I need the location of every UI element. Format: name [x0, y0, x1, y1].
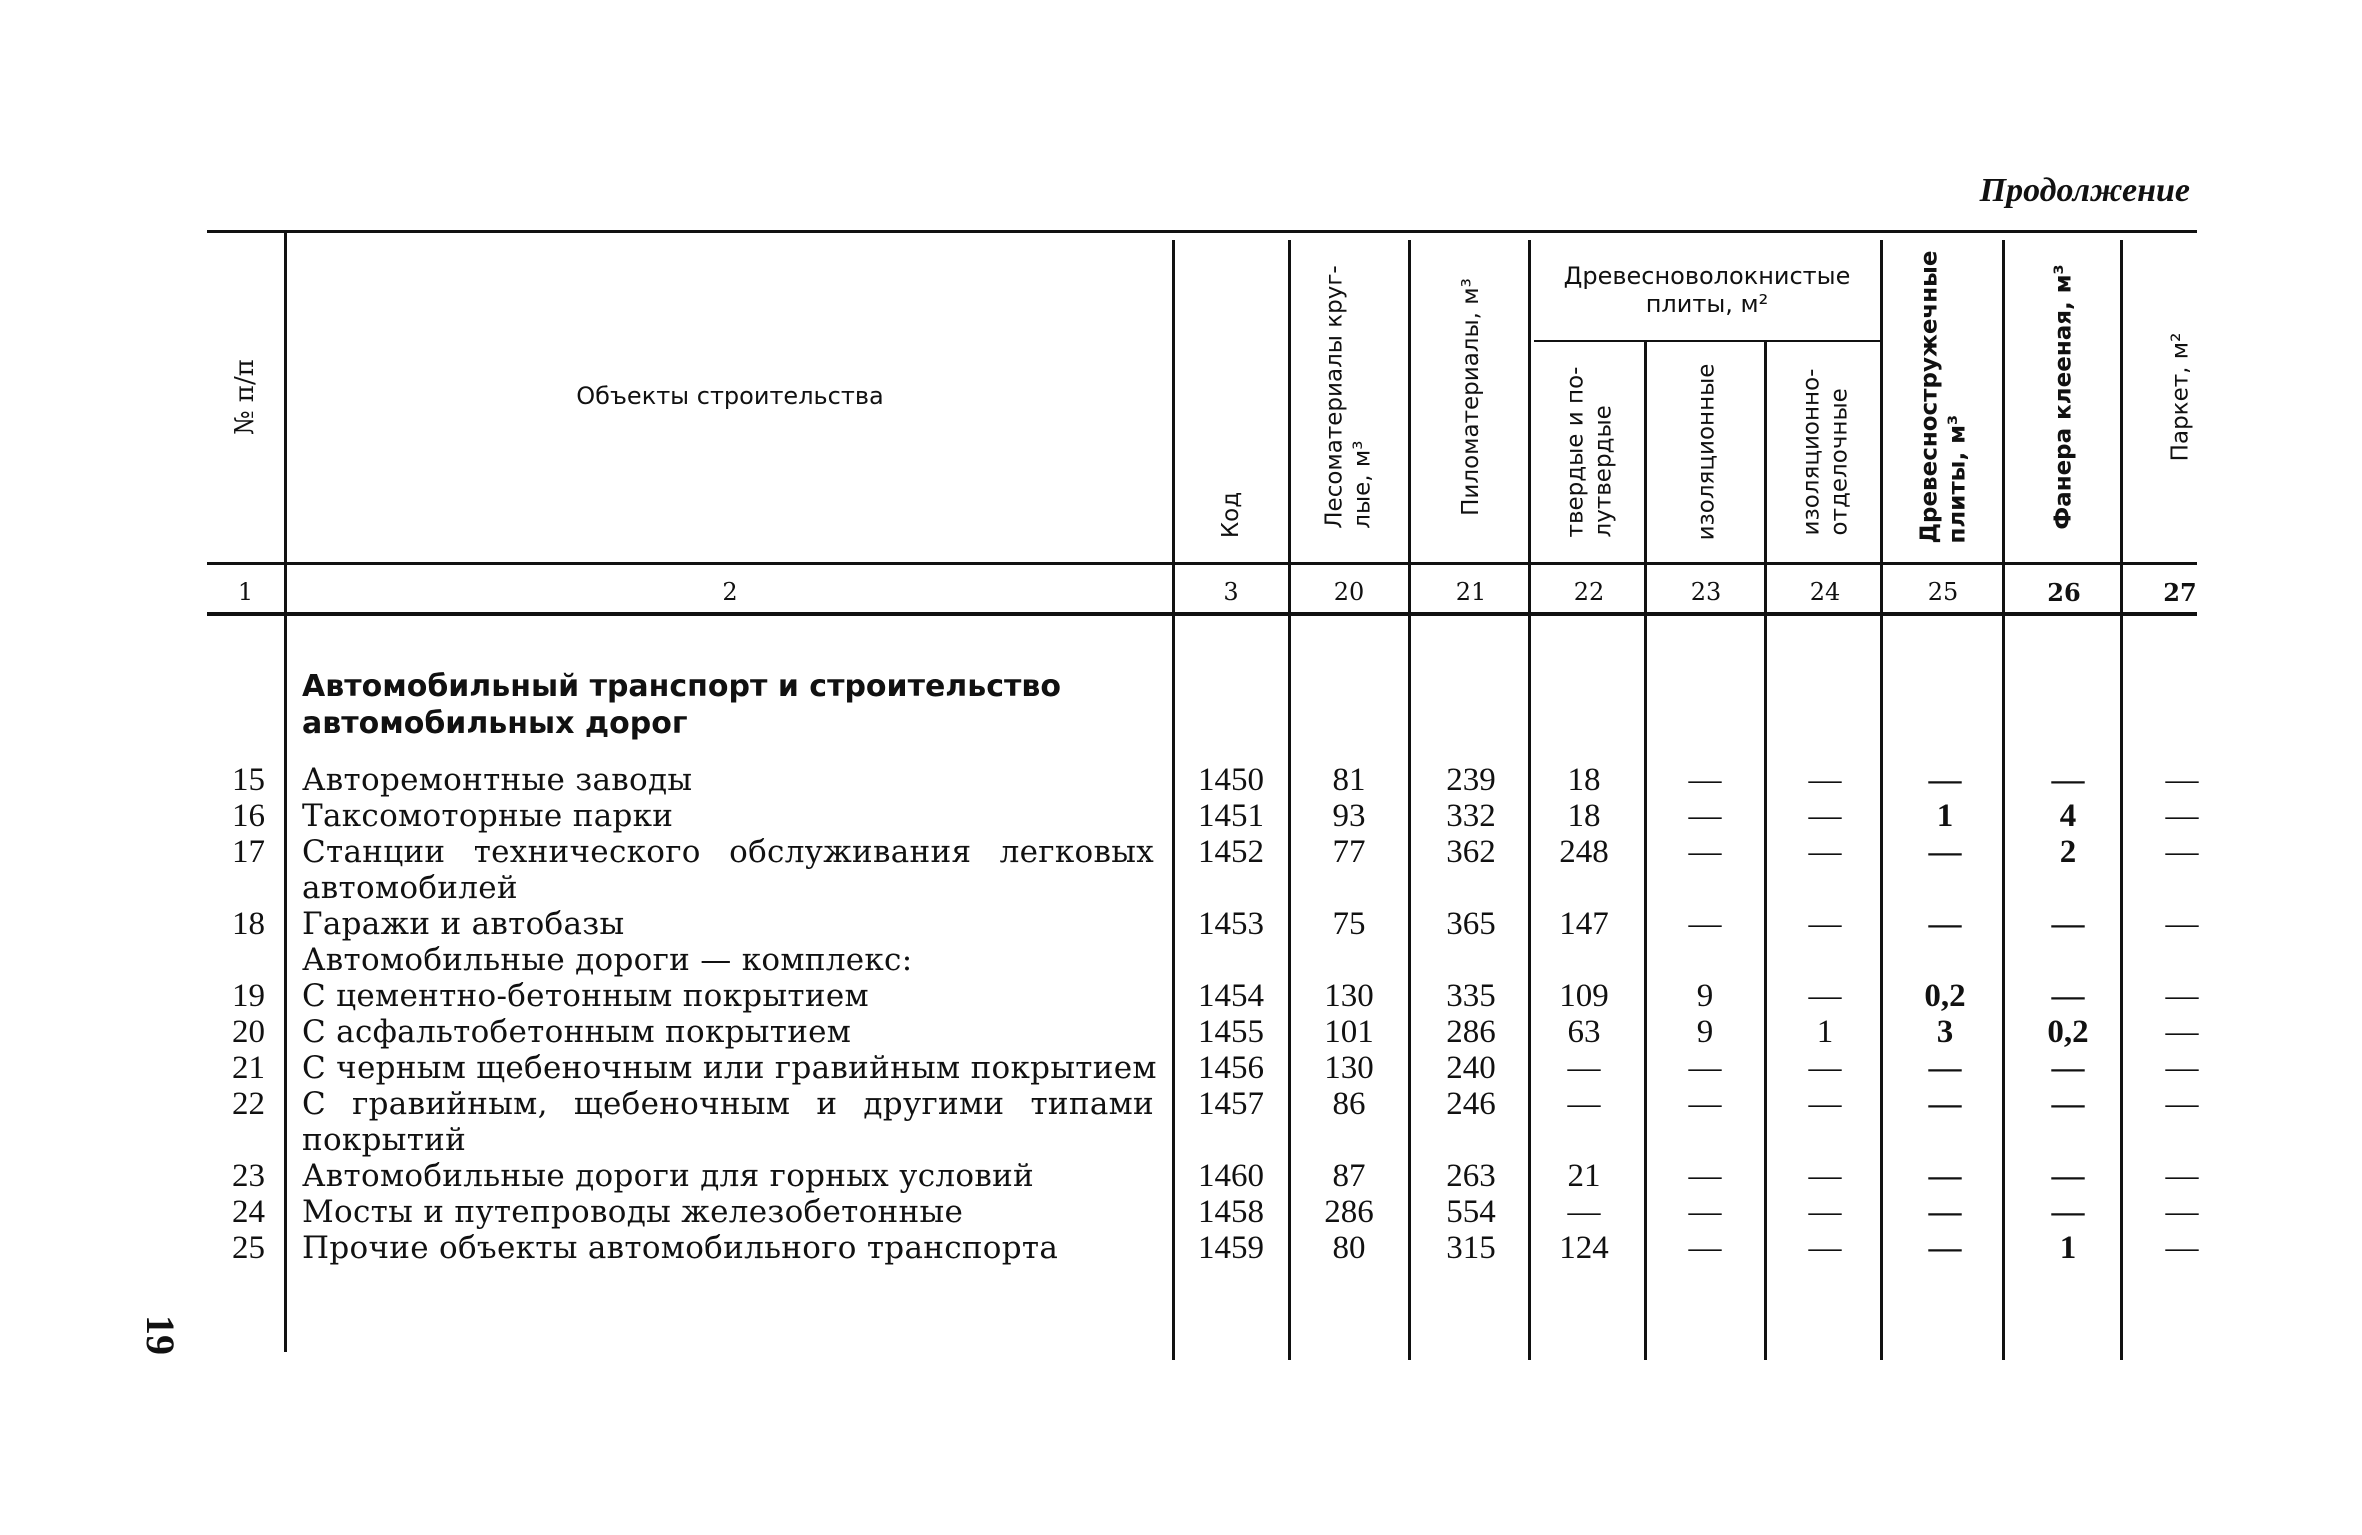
header-col20-line2: лые, м³	[1350, 440, 1376, 529]
row-c25: 0,2	[1924, 978, 1966, 1014]
section-title	[302, 668, 1162, 742]
table-row	[0, 1194, 2362, 1230]
row-c27: —	[2165, 1086, 2199, 1122]
row-c26: —	[2051, 762, 2085, 798]
row-code: 1452	[1198, 834, 1264, 870]
table-row	[0, 1050, 2362, 1086]
section-title-line2: автомобильных дорог	[302, 706, 688, 741]
column-numbers-rule	[207, 612, 2197, 616]
row-c25: —	[1928, 1158, 1962, 1194]
row-c21: 362	[1446, 834, 1496, 870]
row-name: Таксомоторные парки	[302, 798, 674, 834]
row-c22: 147	[1559, 906, 1609, 942]
row-c27: —	[2165, 1050, 2199, 1086]
header-code: Код	[1218, 491, 1244, 539]
colnum-22: 22	[1573, 578, 1605, 606]
row-c23: —	[1688, 798, 1722, 834]
row-c22: 124	[1559, 1230, 1609, 1266]
header-col20	[1292, 234, 1406, 560]
row-c21: 240	[1446, 1050, 1496, 1086]
section-title-line1: Автомобильный транспорт и строительство	[302, 669, 1062, 704]
row-num: 25	[232, 1230, 265, 1266]
row-code: 1459	[1198, 1230, 1264, 1266]
row-c26: 0,2	[2047, 1014, 2089, 1050]
row-c21: 263	[1446, 1158, 1496, 1194]
row-c22: —	[1567, 1050, 1601, 1086]
row-c22: 21	[1567, 1158, 1601, 1194]
row-num: 23	[232, 1158, 265, 1194]
table-row	[0, 834, 2362, 906]
row-c20: 93	[1332, 798, 1366, 834]
row-num: 20	[232, 1014, 265, 1050]
row-c25: —	[1928, 762, 1962, 798]
header-fiberboard-group	[1534, 262, 1880, 318]
header-col22	[1534, 344, 1644, 560]
colnum-1: 1	[237, 578, 254, 606]
table-row	[0, 942, 2362, 978]
row-c21: 332	[1446, 798, 1496, 834]
table-row	[0, 762, 2362, 798]
row-c24: —	[1808, 906, 1842, 942]
table-row	[0, 978, 2362, 1014]
table-row	[0, 1014, 2362, 1050]
row-code: 1453	[1198, 906, 1264, 942]
colnum-23: 23	[1690, 578, 1722, 606]
table-row	[0, 1086, 2362, 1158]
row-c20: 130	[1324, 978, 1374, 1014]
colnum-26: 26	[2047, 578, 2081, 607]
row-code: 1455	[1198, 1014, 1264, 1050]
row-c24: —	[1808, 834, 1842, 870]
row-num: 24	[232, 1194, 265, 1230]
colnum-2: 2	[722, 578, 738, 606]
row-name: Станции технического обслуживания легковых автомобилей	[302, 834, 1154, 906]
page-number: 19	[138, 1315, 183, 1355]
row-c27: —	[2165, 1230, 2199, 1266]
row-c21: 554	[1446, 1194, 1496, 1230]
row-c23: —	[1688, 762, 1722, 798]
row-c23: —	[1688, 834, 1722, 870]
row-c25: —	[1928, 906, 1962, 942]
header-col25	[1884, 234, 2002, 560]
row-c27: —	[2165, 1158, 2199, 1194]
row-c21: 286	[1446, 1014, 1496, 1050]
colnum-25: 25	[1927, 578, 1959, 606]
table-row	[0, 798, 2362, 834]
row-name: С черным щебеночным или гравийным покрытием	[302, 1050, 1157, 1086]
header-col25-line1: Древесностружечные	[1916, 250, 1943, 544]
fiberboard-group-rule	[1534, 340, 1880, 342]
row-code: 1451	[1198, 798, 1264, 834]
row-c20: 87	[1332, 1158, 1366, 1194]
row-c21: 315	[1446, 1230, 1496, 1266]
header-col22-line2: лутвердые	[1590, 405, 1616, 538]
header-objects: Объекты строительства	[576, 382, 884, 410]
row-c26: 2	[2059, 834, 2077, 870]
row-num: 21	[232, 1050, 265, 1086]
row-c27: —	[2165, 1014, 2199, 1050]
row-c27: —	[2165, 1194, 2199, 1230]
header-fiberboard-line2: плиты, м²	[1645, 290, 1769, 318]
header-col24-line2: отделочные	[1826, 388, 1853, 536]
row-name: Авторемонтные заводы	[302, 762, 693, 798]
row-name: С гравийным, щебеночным и другими типами покрытий	[302, 1086, 1154, 1158]
row-code: 1454	[1198, 978, 1264, 1014]
table-row	[0, 906, 2362, 942]
row-c24: —	[1808, 1050, 1842, 1086]
header-col20-line1: Лесоматериалы круг-	[1322, 265, 1348, 529]
row-c22: 18	[1567, 762, 1601, 798]
row-c25: 1	[1936, 798, 1954, 834]
table-row	[0, 1230, 2362, 1266]
row-c20: 86	[1332, 1086, 1366, 1122]
row-c27: —	[2165, 906, 2199, 942]
row-c23: 9	[1696, 1014, 1714, 1050]
row-c23: —	[1688, 1194, 1722, 1230]
row-c26: —	[2051, 906, 2085, 942]
row-c21: 239	[1446, 762, 1496, 798]
row-num: 16	[232, 798, 265, 834]
row-c24: —	[1808, 798, 1842, 834]
row-c24: —	[1808, 1086, 1842, 1122]
header-bottom-rule	[207, 562, 2197, 565]
header-col23: изоляционные	[1693, 363, 1720, 541]
row-c24: —	[1808, 1194, 1842, 1230]
row-c27: —	[2165, 762, 2199, 798]
table-top-rule	[207, 230, 2197, 233]
colnum-27: 27	[2163, 578, 2197, 607]
row-code: 1450	[1198, 762, 1264, 798]
row-c26: —	[2051, 1194, 2085, 1230]
row-num: 15	[232, 762, 265, 798]
row-c21: 246	[1446, 1086, 1496, 1122]
row-c22: 63	[1567, 1014, 1601, 1050]
colnum-20: 20	[1333, 578, 1365, 606]
header-col27: Паркет, м²	[2167, 332, 2193, 462]
row-c22: —	[1567, 1086, 1601, 1122]
row-c22: 109	[1559, 978, 1609, 1014]
row-name: С цементно-бетонным покрытием	[302, 978, 869, 1014]
row-name: Автомобильные дороги — комплекс:	[302, 942, 913, 978]
row-c23: —	[1688, 1158, 1722, 1194]
row-code: 1456	[1198, 1050, 1264, 1086]
header-col21: Пиломатериалы, м³	[1458, 278, 1484, 516]
row-c20: 80	[1332, 1230, 1366, 1266]
row-name: Мосты и путепроводы железобетонные	[302, 1194, 964, 1230]
row-c21: 335	[1446, 978, 1496, 1014]
row-c25: —	[1928, 834, 1962, 870]
row-c23: 9	[1696, 978, 1714, 1014]
row-code: 1460	[1198, 1158, 1264, 1194]
row-name: Прочие объекты автомобильного транспорта	[302, 1230, 1059, 1266]
row-num: 22	[232, 1086, 265, 1122]
row-num: 18	[232, 906, 265, 942]
row-code: 1458	[1198, 1194, 1264, 1230]
row-c25: —	[1928, 1230, 1962, 1266]
row-c20: 81	[1332, 762, 1366, 798]
row-c26: —	[2051, 1086, 2085, 1122]
row-c24: 1	[1816, 1014, 1834, 1050]
row-c26: 4	[2059, 798, 2077, 834]
colnum-24: 24	[1809, 578, 1841, 606]
header-col22-line1: твердые и по-	[1562, 366, 1588, 538]
row-c20: 101	[1324, 1014, 1374, 1050]
row-c25: —	[1928, 1086, 1962, 1122]
row-c20: 75	[1332, 906, 1366, 942]
row-num: 19	[232, 978, 265, 1014]
row-c20: 286	[1324, 1194, 1374, 1230]
row-c26: —	[2051, 978, 2085, 1014]
row-c27: —	[2165, 978, 2199, 1014]
row-c26: —	[2051, 1158, 2085, 1194]
row-code: 1457	[1198, 1086, 1264, 1122]
continuation-label: Продолжение	[1979, 172, 2190, 209]
row-c24: —	[1808, 762, 1842, 798]
header-fiberboard-line1: Древесноволокнистые	[1563, 262, 1851, 290]
row-c23: —	[1688, 1086, 1722, 1122]
header-col26: Фанера клееная, м³	[2051, 264, 2078, 530]
row-name: Автомобильные дороги для горных условий	[302, 1158, 1035, 1194]
row-c26: —	[2051, 1050, 2085, 1086]
row-c22: 18	[1567, 798, 1601, 834]
row-c20: 77	[1332, 834, 1366, 870]
row-name: Гаражи и автобазы	[302, 906, 625, 942]
row-c24: —	[1808, 978, 1842, 1014]
colnum-3: 3	[1223, 578, 1239, 606]
row-c21: 365	[1446, 906, 1496, 942]
row-c25: —	[1928, 1194, 1962, 1230]
row-c27: —	[2165, 798, 2199, 834]
row-c22: 248	[1559, 834, 1609, 870]
header-col24-line1: изоляционно-	[1798, 368, 1825, 536]
row-c23: —	[1688, 906, 1722, 942]
colnum-21: 21	[1455, 578, 1487, 606]
row-c25: —	[1928, 1050, 1962, 1086]
header-col25-line2: плиты, м³	[1944, 414, 1971, 544]
row-c20: 130	[1324, 1050, 1374, 1086]
row-c22: —	[1567, 1194, 1601, 1230]
header-num: № п/п	[230, 358, 261, 436]
row-name: С асфальтобетонным покрытием	[302, 1014, 852, 1050]
row-c24: —	[1808, 1230, 1842, 1266]
row-num: 17	[232, 834, 265, 870]
row-c24: —	[1808, 1158, 1842, 1194]
row-c23: —	[1688, 1050, 1722, 1086]
row-c23: —	[1688, 1230, 1722, 1266]
header-col24	[1770, 344, 1880, 560]
row-c26: 1	[2059, 1230, 2077, 1266]
table-row	[0, 1158, 2362, 1194]
row-c25: 3	[1936, 1014, 1954, 1050]
row-c27: —	[2165, 834, 2199, 870]
